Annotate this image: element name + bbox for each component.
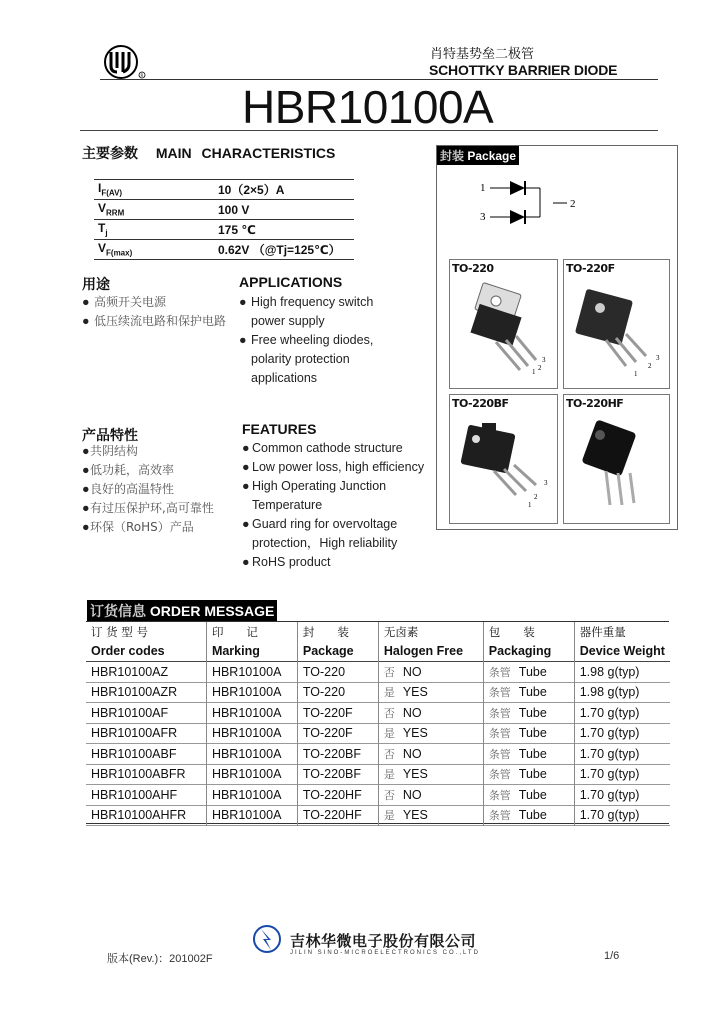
table-cell: TO-220F [297,723,378,744]
table-cell: HBR10100AF [91,705,169,720]
list-item: ● Guard ring for overvoltage protection，High reliability [242,517,398,550]
char-symbol: $V_{F(max)}$ [94,240,214,260]
main-characteristics-heading [82,143,335,163]
char-value: 100 V [214,200,354,220]
pin1-label: 1 [480,182,486,194]
svg-text:3: 3 [656,354,660,362]
table-cell: HBR10100AZ [91,664,169,679]
table-cell: HBR10100A [206,764,297,785]
svg-text:1: 1 [634,370,638,378]
table-cell: 是 YES [378,805,483,826]
order-header-en-cell: Device Weight [574,642,670,662]
order-table [86,622,670,826]
list-item: ● 良好的高温特性 [82,482,175,496]
order-header-en-cell: Package [297,642,378,662]
applications-en-list [239,293,399,388]
list-item: ● 低功耗，高效率 [82,463,175,477]
order-header-cn-cell: 包 装 [483,622,574,642]
table-cell: TO-220HF [297,805,378,826]
pin3-label: 3 [480,211,486,223]
table-row [86,785,670,806]
to220bf-package-icon [456,415,551,515]
table-cell: 条管 Tube [483,764,574,785]
footer-logo-icon [252,923,282,955]
table-cell: TO-220BF [297,764,378,785]
table-row [86,662,670,683]
to220f-package-icon [570,282,665,382]
order-header-en-cell: Packaging [483,642,574,662]
table-cell: HBR10100AZR [91,685,178,700]
char-symbol: $I_{F(AV)}$ [94,180,214,200]
applications-heading-en: APPLICATIONS [239,274,343,290]
features-heading-en: FEATURES [242,421,317,437]
order-header-cn-cell: 无卤素 [378,622,483,642]
list-item: ● High frequency switch power supply [239,295,374,328]
list-item: ● 共阴结构 [82,444,139,458]
table-cell: 1.70 g(typ) [574,744,670,765]
main-char-heading-cn: 主要参数 [82,146,138,162]
table-cell: 是 YES [378,764,483,785]
svg-text:3: 3 [544,479,548,487]
char-row [94,200,354,220]
list-item: ● Low power loss, high efficiency [242,460,425,474]
table-cell: 条管 Tube [483,805,574,826]
list-item: ● 有过压保护环,高可靠性 [82,501,214,515]
table-row [86,703,670,724]
table-row [86,764,670,785]
main-char-heading-en: MAIN CHARACTERISTICS [155,145,336,161]
list-item: ● Free wheeling diodes, polarity protection applications [239,333,374,385]
table-cell: HBR10100AHFR [91,808,187,823]
order-header-cn-cell: 封 装 [297,622,378,642]
applications-heading-cn: 用途 [82,277,110,293]
svg-text:2: 2 [538,364,542,372]
table-cell: 1.98 g(typ) [574,662,670,683]
table-cell: 条管 Tube [483,703,574,724]
table-cell: HBR10100A [206,785,297,806]
table-cell: HBR10100A [206,723,297,744]
footer-company-cn: 吉林华微电子股份有限公司 [290,932,477,950]
applications-cn-list [82,293,232,331]
order-header-en-cell: Order codes [91,644,165,659]
page-number: 1/6 [604,950,620,962]
char-row [94,220,354,240]
list-item: ● Common cathode structure [242,441,403,455]
table-cell: HBR10100A [206,662,297,683]
package-to220bf [449,394,558,524]
diode-schematic-icon [470,175,590,230]
table-cell: 是 YES [378,682,483,703]
order-header-en-row [86,642,670,662]
package-to220f [563,259,670,389]
svg-text:R: R [140,73,144,78]
svg-text:2: 2 [648,362,652,370]
table-cell: 1.70 g(typ) [574,703,670,724]
table-cell: TO-220 [297,682,378,703]
table-cell: TO-220HF [297,785,378,806]
table-cell: HBR10100A [206,703,297,724]
order-header-cn-cell: 印 记 [206,622,297,642]
footer-company-en: JILIN SINO-MICROELECTRONICS CO.,LTD [290,950,480,956]
order-header-en-cell: Halogen Free [378,642,483,662]
table-cell: 是 YES [378,723,483,744]
table-row [86,744,670,765]
list-item: ● RoHS product [242,555,331,569]
table-cell: HBR10100AFR [91,726,178,741]
table-cell: HBR10100ABF [91,746,177,761]
char-row [94,180,354,200]
package-heading: 封装 Package [437,146,519,165]
table-cell: TO-220 [297,662,378,683]
title-divider [80,130,658,131]
header-cn-title: 肖特基势垒二极管 [430,47,535,62]
table-cell: TO-220F [297,703,378,724]
package-label: TO-220 [452,262,494,275]
list-item: ● 高频开关电源 [82,295,167,309]
table-cell: 否 NO [378,785,483,806]
table-cell: 1.70 g(typ) [574,723,670,744]
svg-text:2: 2 [534,493,538,501]
package-label: TO-220F [566,262,615,275]
to220-package-icon [460,282,550,382]
package-to220hf [563,394,670,524]
table-row [86,682,670,703]
svg-text:1: 1 [532,368,536,376]
table-cell: HBR10100A [206,682,297,703]
char-symbol: $V_{RRM}$ [94,200,214,220]
order-header-en-cell: Marking [206,642,297,662]
package-to220 [449,259,558,389]
header-en-title: SCHOTTKY BARRIER DIODE [429,62,618,78]
order-header-cn-cell: 订 货 型 号 [91,624,148,639]
order-heading: 订货信息 ORDER MESSAGE [87,600,277,622]
table-cell: 否 NO [378,662,483,683]
char-value: 175 ℃ [214,220,354,240]
list-item: ● 低压续流电路和保护电路 [82,314,227,328]
part-number-title: HBR10100A [242,81,494,133]
char-value: 10（2×5）A [214,180,354,200]
order-header-cn-cell: 器件重量 [574,622,670,642]
list-item: ● 环保（RoHS）产品 [82,520,194,534]
pin2-label: 2 [570,198,576,210]
svg-text:3: 3 [542,356,546,364]
company-logo-icon [103,44,147,80]
characteristics-table [94,179,354,260]
table-row [86,723,670,744]
table-cell: HBR10100AHF [91,787,178,802]
table-cell: 否 NO [378,703,483,724]
table-cell: 条管 Tube [483,785,574,806]
table-cell: 1.70 g(typ) [574,805,670,826]
table-cell: 1.70 g(typ) [574,785,670,806]
table-cell: HBR10100ABFR [91,767,186,782]
features-heading-cn: 产品特性 [82,428,138,444]
char-value: 0.62V （@Tj=125℃） [214,240,354,260]
char-symbol: $T_j$ [94,220,214,240]
to220hf-package-icon [570,415,665,515]
table-cell: 条管 Tube [483,744,574,765]
table-cell: TO-220BF [297,744,378,765]
table-cell: HBR10100A [206,744,297,765]
order-header-cn-row [86,622,670,642]
package-label: TO-220HF [566,397,624,410]
svg-text:1: 1 [528,501,532,509]
features-cn-list [82,442,237,537]
table-cell: 1.98 g(typ) [574,682,670,703]
table-cell: 条管 Tube [483,682,574,703]
revision-label: 版本(Rev.)：201002F [107,953,213,965]
features-en-list [242,439,437,572]
table-cell: 条管 Tube [483,723,574,744]
table-cell: HBR10100A [206,805,297,826]
table-cell: 条管 Tube [483,662,574,683]
table-row [86,805,670,826]
table-cell: 否 NO [378,744,483,765]
package-label: TO-220BF [452,397,509,410]
char-row [94,240,354,260]
list-item: ● High Operating Junction Temperature [242,479,387,512]
table-cell: 1.70 g(typ) [574,764,670,785]
